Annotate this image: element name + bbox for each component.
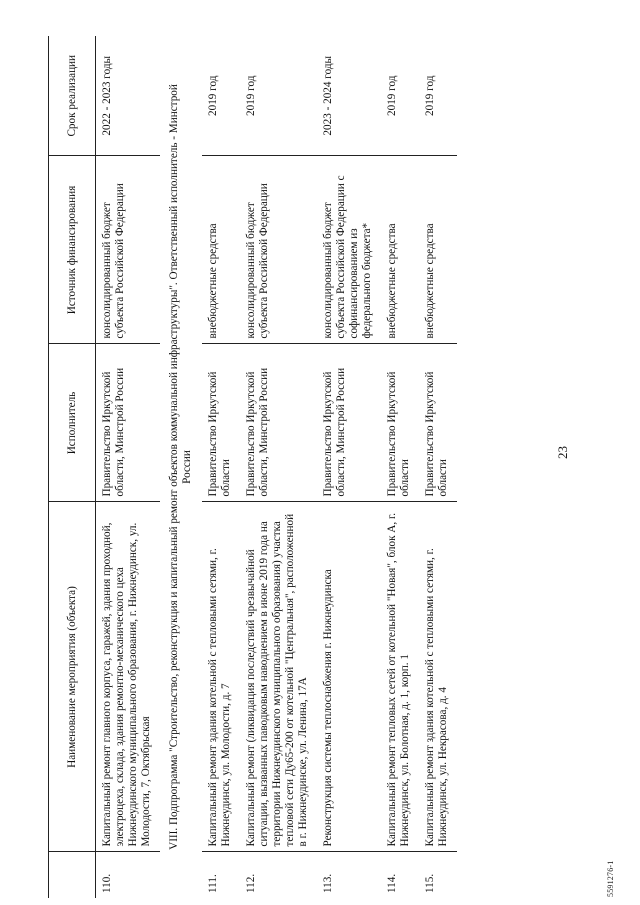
table-row (202, 36, 240, 898)
row-period: 2019 год (240, 36, 317, 156)
row-executor: Правительство Иркутской области, Минстрой России (317, 344, 381, 502)
row-name: Капитальный ремонт (ликвидация последствий чрезвычайной ситуации, вызванных паводковым наводнением в июне 2019 года на территории Нижнеудинского муниципального образования) участка тепловой сети Ду65-200 от котельной "Центральная", расположенной в г. Нижнеудинске, ул. Ленина, 17А (240, 502, 317, 852)
row-executor: Правительство Иркутской области, Минстрой России (96, 344, 161, 502)
row-name: Капитальный ремонт здания котельной с тепловыми сетями, г. Нижнеудинск, ул. Некрасова, д. 4 (419, 502, 457, 852)
row-period: 2019 год (202, 36, 240, 156)
row-number: 115. (424, 873, 436, 893)
section-title: VIII. Подпрограмма "Строительство, реконструкция и капитальный ремонт объектов коммунальной инфраструктуры". Ответственный исполнитель - Минстрой России (168, 84, 193, 850)
row-name: Капитальный ремонт здания котельной с тепловыми сетями, г. Нижнеудинск, ул. Молодости, д. 7 (202, 502, 240, 852)
row-number: 111. (207, 874, 219, 893)
row-name: Капитальный ремонт тепловых сетей от котельной "Новая", блок А, г. Нижнеудинск, ул. Болотная, д. 1, корп. 1 (381, 502, 419, 852)
header-executor: Исполнитель (49, 344, 96, 502)
table-header-row (49, 36, 96, 898)
row-name: Реконструкция системы теплоснабжения г. Нижнеудинска (317, 502, 381, 852)
row-number: 112. (245, 873, 257, 893)
table-row (419, 36, 457, 898)
row-executor: Правительство Иркутской области (381, 344, 419, 502)
table-row (381, 36, 419, 898)
section-row (160, 36, 202, 898)
row-executor: Правительство Иркутской области, Минстрой России (240, 344, 317, 502)
row-executor: Правительство Иркутской области (202, 344, 240, 502)
row-source: внебюджетные средства (381, 156, 419, 344)
header-number (49, 852, 96, 898)
row-number: 114. (386, 873, 398, 893)
row-period: 2019 год (419, 36, 457, 156)
row-source: консолидированный бюджет субъекта Российской Федерации (96, 156, 161, 344)
measures-table (48, 36, 457, 898)
row-number: 113. (322, 873, 334, 893)
row-source: консолидированный бюджет субъекта Российской Федерации с софинансированием из федерального бюджета* (317, 156, 381, 344)
row-period: 2022 - 2023 годы (96, 36, 161, 156)
header-source: Источник финансирования (49, 156, 96, 344)
row-source: внебюджетные средства (202, 156, 240, 344)
header-name: Наименование мероприятия (объекта) (49, 502, 96, 852)
row-period: 2019 год (381, 36, 419, 156)
row-executor: Правительство Иркутской области (419, 344, 457, 502)
header-period: Срок реализации (49, 36, 96, 156)
row-period: 2023 - 2024 годы (317, 36, 381, 156)
row-name: Капитальный ремонт главного корпуса, гаражей, здания проходной, электроцеха, склада, здания ремонтно-механического цеха Нижнеудинского муниципального образования, г. Нижнеудинск, ул. Молодости, 7, Октябрьская (96, 502, 161, 852)
row-source: внебюджетные средства (419, 156, 457, 344)
page-number: 23 (555, 446, 570, 459)
row-source: консолидированный бюджет субъекта Российской Федерации (240, 156, 317, 344)
table-row (96, 36, 161, 898)
table-row (240, 36, 317, 898)
table-row (317, 36, 381, 898)
row-number: 110. (101, 873, 113, 893)
footer-code: 5591276-1 (606, 860, 615, 897)
